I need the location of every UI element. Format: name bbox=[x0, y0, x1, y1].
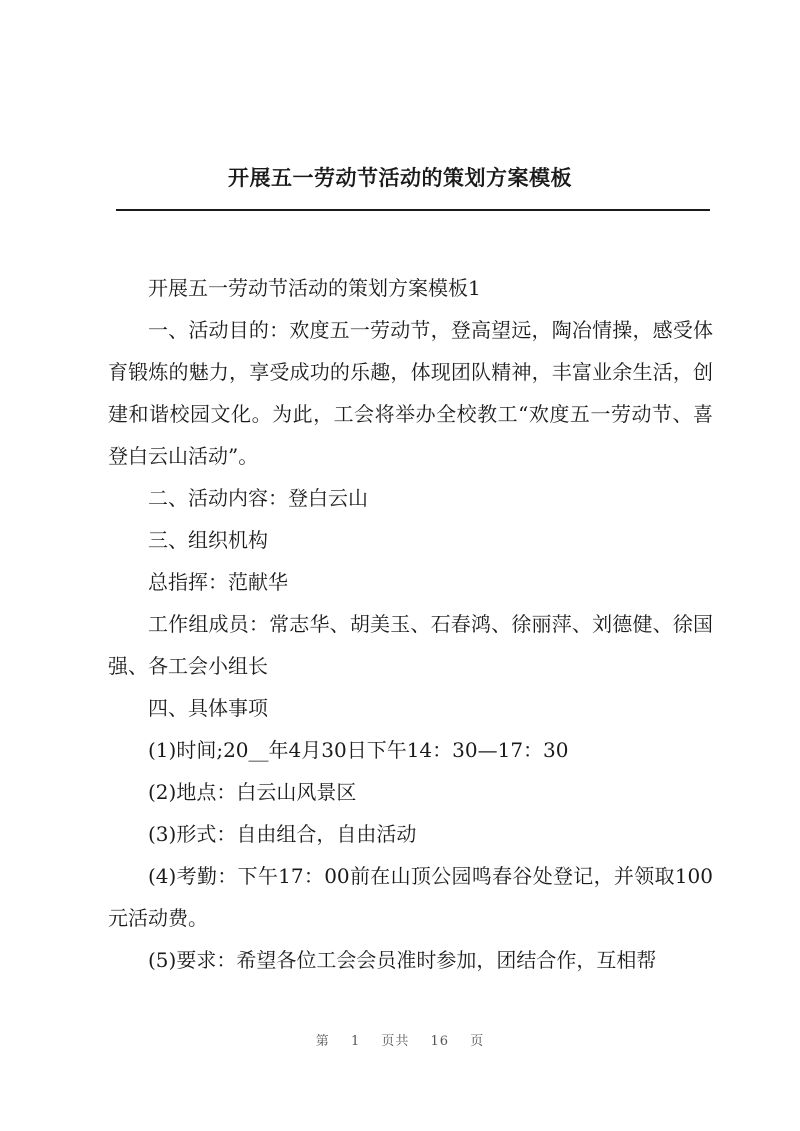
footer-middle-label: 页共 bbox=[381, 1034, 410, 1049]
footer-end-label: 页 bbox=[470, 1034, 485, 1049]
paragraph-details: 四、具体事项 bbox=[148, 696, 268, 720]
page-footer bbox=[0, 1030, 800, 1049]
title-divider bbox=[116, 209, 710, 211]
paragraph-time: (1)时间;20__年4月30日下午14：30—17：30 bbox=[148, 738, 569, 762]
paragraph-location: (2)地点：白云山风景区 bbox=[148, 780, 357, 804]
footer-total-pages: 16 bbox=[430, 1034, 450, 1049]
footer-page-label: 第 bbox=[315, 1034, 330, 1049]
page-title: 开展五一劳动节活动的策划方案模板 bbox=[228, 165, 572, 190]
paragraph-attendance: (4)考勤：下午17：00前在山顶公园鸣春谷处登记，并领取100元活动费。 bbox=[108, 864, 713, 930]
paragraph-heading: 开展五一劳动节活动的策划方案模板1 bbox=[148, 276, 481, 300]
paragraph-purpose: 一、活动目的：欢度五一劳动节，登高望远，陶冶情操，感受体育锻炼的魅力，享受成功的乐趣，体现团队精神，丰富业余生活，创建和谐校园文化。为此，工会将举办全校教工“欢度五一劳动节、喜登白云山活动”。 bbox=[108, 318, 713, 468]
paragraph-requirements: (5)要求：希望各位工会会员准时参加，团结合作，互相帮 bbox=[148, 948, 657, 972]
paragraph-commander: 总指挥：范献华 bbox=[148, 570, 288, 594]
paragraph-format: (3)形式：自由组合，自由活动 bbox=[148, 822, 417, 846]
document-body bbox=[108, 267, 713, 981]
paragraph-content: 二、活动内容：登白云山 bbox=[148, 486, 368, 510]
footer-current-page: 1 bbox=[350, 1034, 361, 1049]
paragraph-organization: 三、组织机构 bbox=[148, 528, 268, 552]
paragraph-members: 工作组成员：常志华、胡美玉、石春鸿、徐丽萍、刘德健、徐国强、各工会小组长 bbox=[108, 612, 713, 678]
